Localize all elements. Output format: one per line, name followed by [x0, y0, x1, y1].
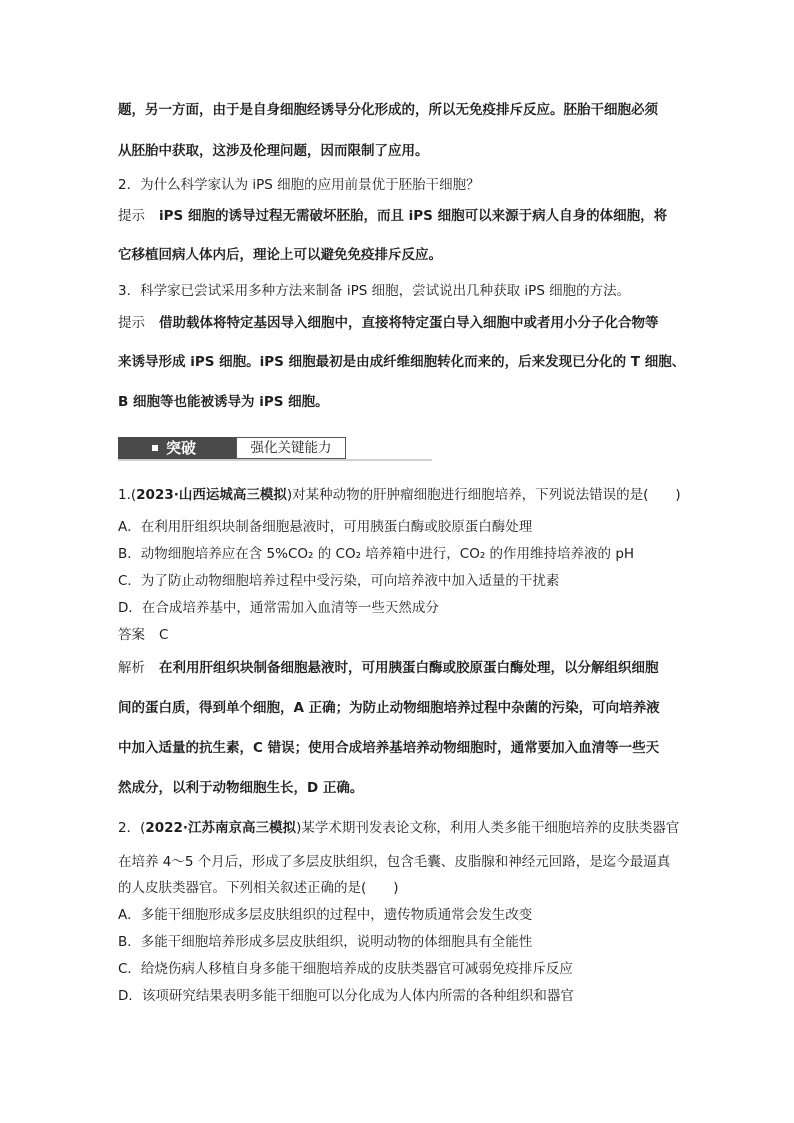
- q3-hint-line-3: B 细胞等也能被诱导为 iPS 细胞。: [118, 394, 329, 410]
- hint-label: 提示: [118, 315, 145, 331]
- q1-analysis-line-4: 然成分，以利于动物细胞生长，D 正确。: [118, 780, 364, 796]
- section-banner: [118, 437, 432, 461]
- q2-prefix: 2．(: [118, 820, 146, 836]
- banner-dark-block: [118, 437, 236, 459]
- q1-analysis-line-3: 中加入适量的抗生素，C 错误；使用合成培养基培养动物细胞时，通常要加入血清等一些天: [118, 740, 660, 756]
- answer-label: 答案: [118, 627, 145, 643]
- para-end-line-1: 题，另一方面，由于是自身细胞经诱导分化形成的，所以无免疫排斥反应。胚胎干细胞必须: [118, 102, 658, 118]
- hint-label: 提示: [118, 208, 145, 224]
- banner-underline: [118, 459, 432, 461]
- q1-option-c: C．为了防止动物细胞培养过程中受污染，可向培养液中加入适量的干扰素: [118, 573, 560, 589]
- q2-hint-text-1: iPS 细胞的诱导过程无需破坏胚胎，而且 iPS 细胞可以来源于病人自身的体细胞，将: [159, 208, 668, 224]
- q2-hint-line-1: [118, 207, 667, 225]
- q2-option-b: B．多能干细胞培养形成多层皮肤组织，说明动物的体细胞具有全能性: [118, 934, 533, 950]
- banner-title: 突破: [166, 439, 197, 457]
- q2-stem-line-2: 在培养 4～5 个月后，形成了多层皮肤组织，包含毛囊、皮脂腺和神经元回路，是迄今最逼真: [118, 854, 671, 870]
- q2-stem-line-3: 的人皮肤类器官。下列相关叙述正确的是( ): [118, 880, 399, 896]
- para-end-line-2: 从胚胎中获取，这涉及伦理问题，因而限制了应用。: [118, 143, 429, 159]
- q2-stem-text-1: )某学术期刊发表论文称，利用人类多能干细胞培养的皮肤类器官: [296, 820, 680, 836]
- q1-stem-text: )对某种动物的肝肿瘤细胞进行细胞培养，下列说法错误的是( ): [286, 487, 681, 503]
- q1-analysis-line-2: 间的蛋白质，得到单个细胞，A 正确；为防止动物细胞培养过程中杂菌的污染，可向培养液: [118, 700, 660, 716]
- q2-option-a: A．多能干细胞形成多层皮肤组织的过程中，遗传物质通常会发生改变: [118, 907, 533, 923]
- q2-hint-line-2: 它移植回病人体内后，理论上可以避免免疫排斥反应。: [118, 247, 442, 263]
- question-3-text: 3．科学家已尝试采用多种方法来制备 iPS 细胞，尝试说出几种获取 iPS 细胞的方法。: [118, 283, 631, 299]
- q1-option-a: A．在利用肝组织块制备细胞悬液时，可用胰蛋白酶或胶原蛋白酶处理: [118, 519, 533, 535]
- q3-hint-line-2: 来诱导形成 iPS 细胞。iPS 细胞最初是由成纤维细胞转化而来的，后来发现已分化的 T 细胞、: [118, 354, 686, 370]
- square-bullet-icon: [152, 445, 158, 451]
- question-2-text: 2．为什么科学家认为 iPS 细胞的应用前景优于胚胎干细胞？: [118, 177, 480, 193]
- q1-answer: [118, 626, 168, 644]
- answer-value: C: [159, 627, 169, 643]
- banner-subtitle: 强化关键能力: [236, 437, 346, 459]
- q2-option-d: D．该项研究结果表明多能干细胞可以分化成为人体内所需的各种组织和器官: [118, 988, 574, 1004]
- analysis-label: 解析: [118, 660, 145, 676]
- q1-option-b: B．动物细胞培养应在含 5%CO₂ 的 CO₂ 培养箱中进行，CO₂ 的作用维持培养液的 pH: [118, 546, 635, 562]
- q3-hint-line-1: [118, 314, 659, 332]
- q2-option-c: C．给烧伤病人移植自身多能干细胞培养成的皮肤类器官可减弱免疫排斥反应: [118, 961, 573, 977]
- q2-source: 2022·江苏南京高三模拟: [145, 820, 297, 836]
- q1-option-d: D．在合成培养基中，通常需加入血清等一些天然成分: [118, 600, 439, 616]
- q1-analysis-line-1: [118, 659, 659, 677]
- question-1-stem: [118, 486, 681, 504]
- q1-prefix: 1.(: [118, 487, 137, 503]
- q1-analysis-text-1: 在利用肝组织块制备细胞悬液时，可用胰蛋白酶或胶原蛋白酶处理，以分解组织细胞: [159, 660, 659, 676]
- q1-source: 2023·山西运城高三模拟: [136, 487, 287, 503]
- q3-hint-text-1: 借助载体将特定基因导入细胞中，直接将特定蛋白导入细胞中或者用小分子化合物等: [159, 315, 659, 331]
- question-2-stem: [118, 819, 679, 837]
